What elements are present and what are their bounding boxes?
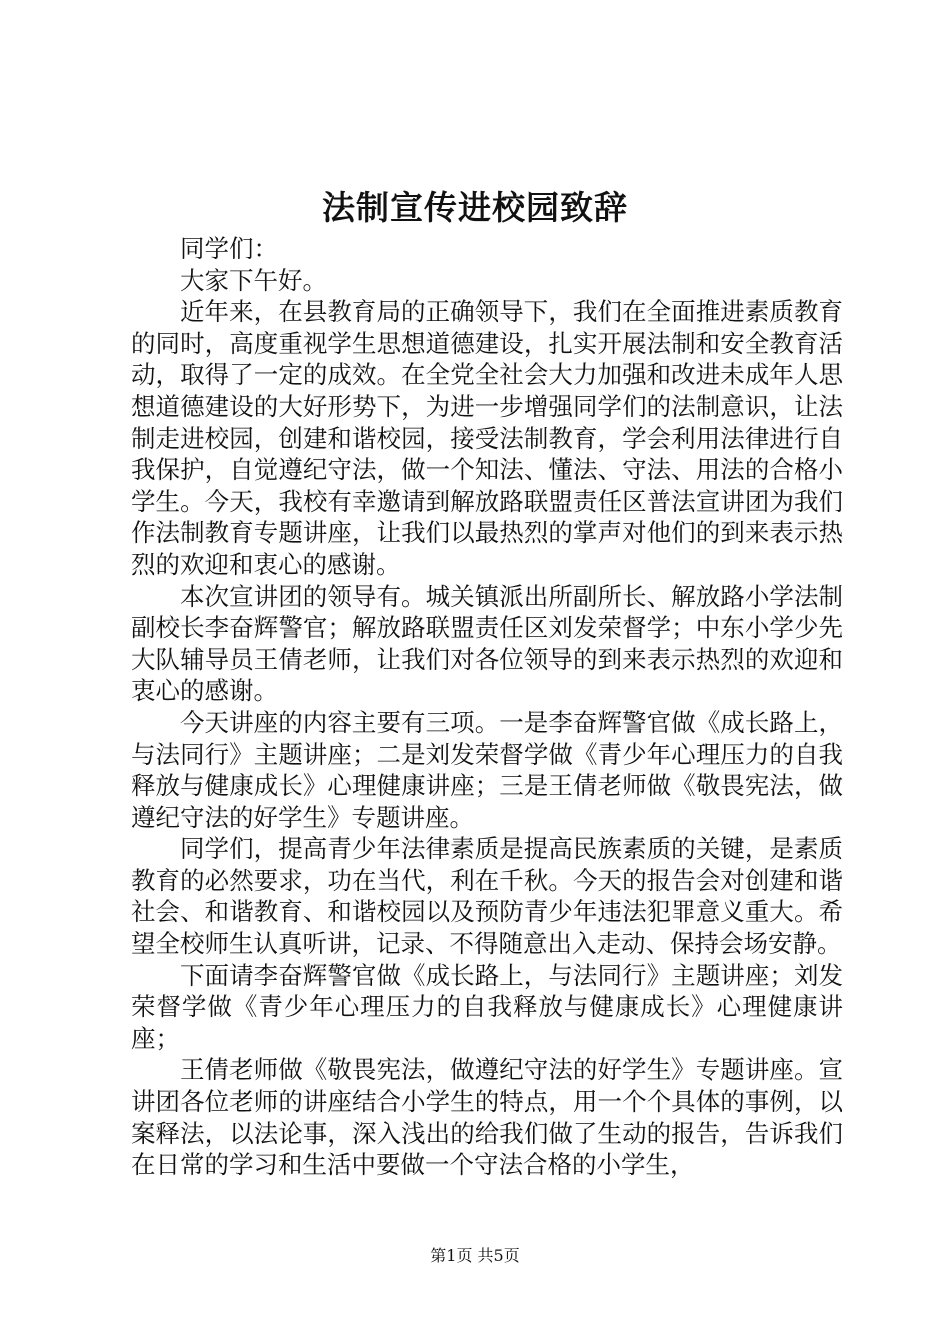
- paragraph-leaders: 本次宣讲团的领导有。城关镇派出所副所长、解放路小学法制副校长李奋辉警官；解放路联盟责任区刘发荣督学；中东小学少先大队辅导员王倩老师，让我们对各位领导的到来表示热烈的欢迎和衷心的感谢。: [131, 581, 843, 706]
- paragraph-invitation: 下面请李奋辉警官做《成长路上，与法同行》主题讲座；刘发荣督学做《青少年心理压力的自我释放与健康成长》心理健康讲座；: [131, 960, 843, 1053]
- document-title: 法制宣传进校园致辞: [322, 188, 628, 227]
- page-number: 第1页 共5页: [430, 1246, 520, 1265]
- paragraph-agenda: 今天讲座的内容主要有三项。一是李奋辉警官做《成长路上，与法同行》主题讲座；二是刘发荣督学做《青少年心理压力的自我释放与健康成长》心理健康讲座；三是王倩老师做《敬畏宪法，做遵纪守法的好学生》专题讲座。: [131, 707, 843, 832]
- paragraph-intro: 近年来，在县教育局的正确领导下，我们在全面推进素质教育的同时，高度重视学生思想道德建设，扎实开展法制和安全教育活动，取得了一定的成效。在全党全社会大力加强和改进未成年人思想道德建设的大好形势下，为进一步增强同学们的法制意识，让法制走进校园，创建和谐校园，接受法制教育，学会利用法律进行自我保护，自觉遵纪守法，做一个知法、懂法、守法、用法的合格小学生。今天，我校有幸邀请到解放路联盟责任区普法宣讲团为我们作法制教育专题讲座，让我们以最热烈的掌声对他们的到来表示热烈的欢迎和衷心的感谢。: [131, 297, 843, 579]
- paragraph-summary: 王倩老师做《敬畏宪法，做遵纪守法的好学生》专题讲座。宣讲团各位老师的讲座结合小学生的特点，用一个个具体的事例，以案释法，以法论事，深入浅出的给我们做了生动的报告，告诉我们在日常的学习和生活中要做一个守法合格的小学生，: [131, 1055, 843, 1180]
- paragraph-salutation: 同学们：: [180, 234, 278, 263]
- paragraph-significance: 同学们，提高青少年法律素质是提高民族素质的关键，是素质教育的必然要求，功在当代，利在千秋。今天的报告会对创建和谐社会、和谐教育、和谐校园以及预防青少年违法犯罪意义重大。希望全校师生认真听讲，记录、不得随意出入走动、保持会场安静。: [131, 834, 843, 959]
- paragraph-greeting: 大家下午好。: [180, 265, 327, 295]
- document-body: [131, 233, 843, 1181]
